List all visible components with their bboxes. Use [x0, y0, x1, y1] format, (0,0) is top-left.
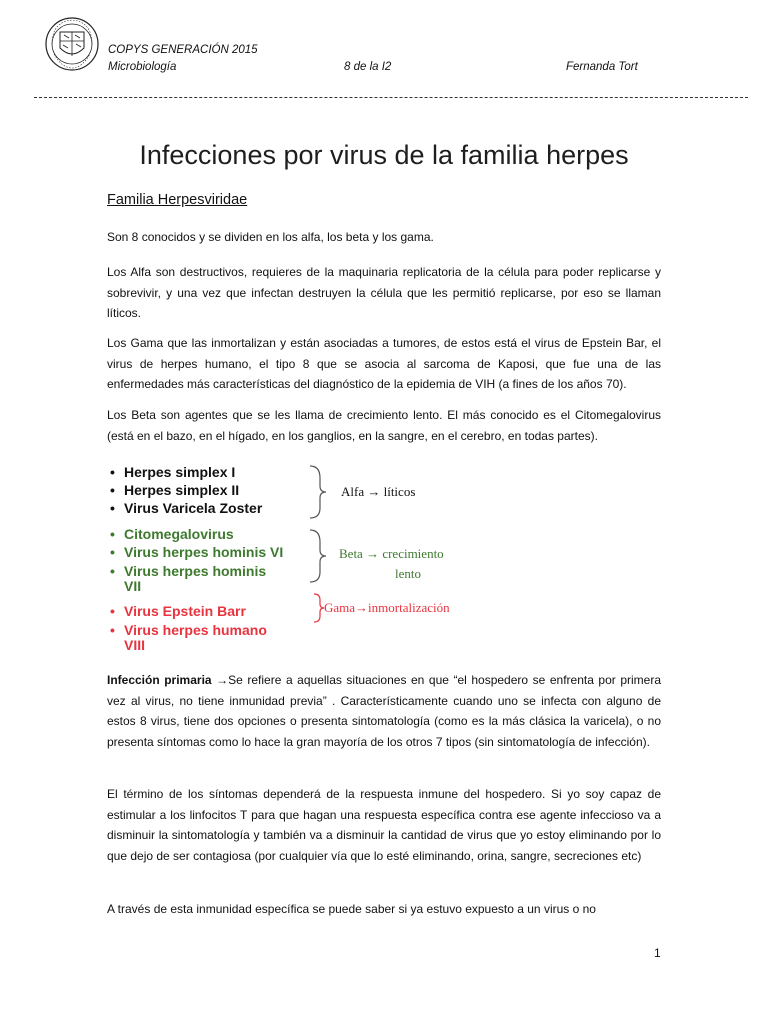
list-item: • Virus herpes hominis VI — [110, 544, 284, 560]
beta-group-label-line2: lento — [395, 566, 421, 581]
page-title: Infecciones por virus de la familia herpes — [139, 140, 629, 170]
paragraph-intro: Son 8 conocidos y se dividen en los alfa, los beta y los gama. — [107, 230, 434, 244]
list-item: • Citomegalovirus — [110, 526, 234, 542]
list-item: VIII — [124, 637, 146, 653]
list-item: • Herpes simplex II — [110, 482, 240, 498]
header-divider — [34, 97, 748, 98]
header-subject: Microbiología — [108, 61, 177, 73]
paragraph-alfa: Los Alfa son destructivos, requieres de la maquinaria replicatoria de la célula para poder replicarse y sobrevivir, y una vez que infectan destruyen la célula que les permitió replicarse, por eso se llaman líticos. — [107, 265, 661, 320]
gama-group-label: Gama→inmortalización — [324, 600, 450, 615]
section-heading: Familia Herpesviridae — [107, 192, 248, 208]
paragraph-beta: Los Beta son agentes que se les llama de crecimiento lento. El más conocido es el Citomegalovirus (está en el bazo, en el hígado, en los ganglios, en la sangre, en el cerebro, en todas partes). — [107, 408, 661, 443]
list-item: • Virus Epstein Barr — [110, 603, 246, 619]
alfa-group-label: Alfa → líticos — [341, 484, 416, 499]
paragraph-gama: Los Gama que las inmortalizan y están asociadas a tumores, de estos está el virus de Epstein Bar, el virus de herpes humano, el tipo 8 que se asocia al sarcoma de Kaposi, que fue una de las enfermedades más características del diagnóstico de la epidemia de VIH (a fines de los años 70). — [107, 336, 661, 391]
herpes-classification-figure — [110, 458, 480, 658]
header-lecture: 8 de la I2 — [344, 61, 392, 73]
list-item: VII — [124, 578, 142, 594]
beta-group-label-line1: Beta → crecimiento — [339, 546, 444, 561]
paragraph-inmunidad: A través de esta inmunidad específica se puede saber si ya estuvo expuesto a un virus o no — [107, 902, 596, 916]
list-item: • Virus Varicela Zoster — [110, 500, 263, 516]
list-item: • Virus herpes humano — [110, 622, 267, 638]
arrow-icon: → — [216, 673, 229, 687]
list-item: • Herpes simplex I — [110, 464, 236, 480]
university-seal-icon — [44, 14, 100, 76]
term-infeccion-primaria: Infección primaria — [107, 673, 212, 687]
paragraph-infeccion-primaria: Infección primaria →Se refiere a aquellas situaciones en que “el hospedero se enfrenta por primera vez al virus, no tiene inmunidad previa” . Característicamente cuando uno se infecta con alguno de estos 8 virus, tiene dos opciones o presenta sintomatología (como es la más clásica la varicela), o no presenta síntomas como lo hace la gran mayoría de los otros 7 tipos (sin sintomatología de infección). — [107, 673, 661, 749]
page-number: 1 — [654, 946, 661, 960]
paragraph-sintomas: El término de los síntomas dependerá de la respuesta inmune del hospedero. Si yo soy capaz de estimular a los linfocitos T para que hagan una respuesta específica contra ese agente infeccioso va a disminuir la sintomatología y también va a disminuir la cantidad de virus que yo estoy eliminando por lo que dejo de ser contagiosa (por cualquier vía que lo esté eliminando, orina, sangre, secreciones etc) — [107, 787, 661, 863]
list-item: • Virus herpes hominis — [110, 563, 267, 579]
header-course: COPYS GENERACIÓN 2015 — [108, 44, 258, 56]
header-author: Fernanda Tort — [566, 61, 638, 73]
